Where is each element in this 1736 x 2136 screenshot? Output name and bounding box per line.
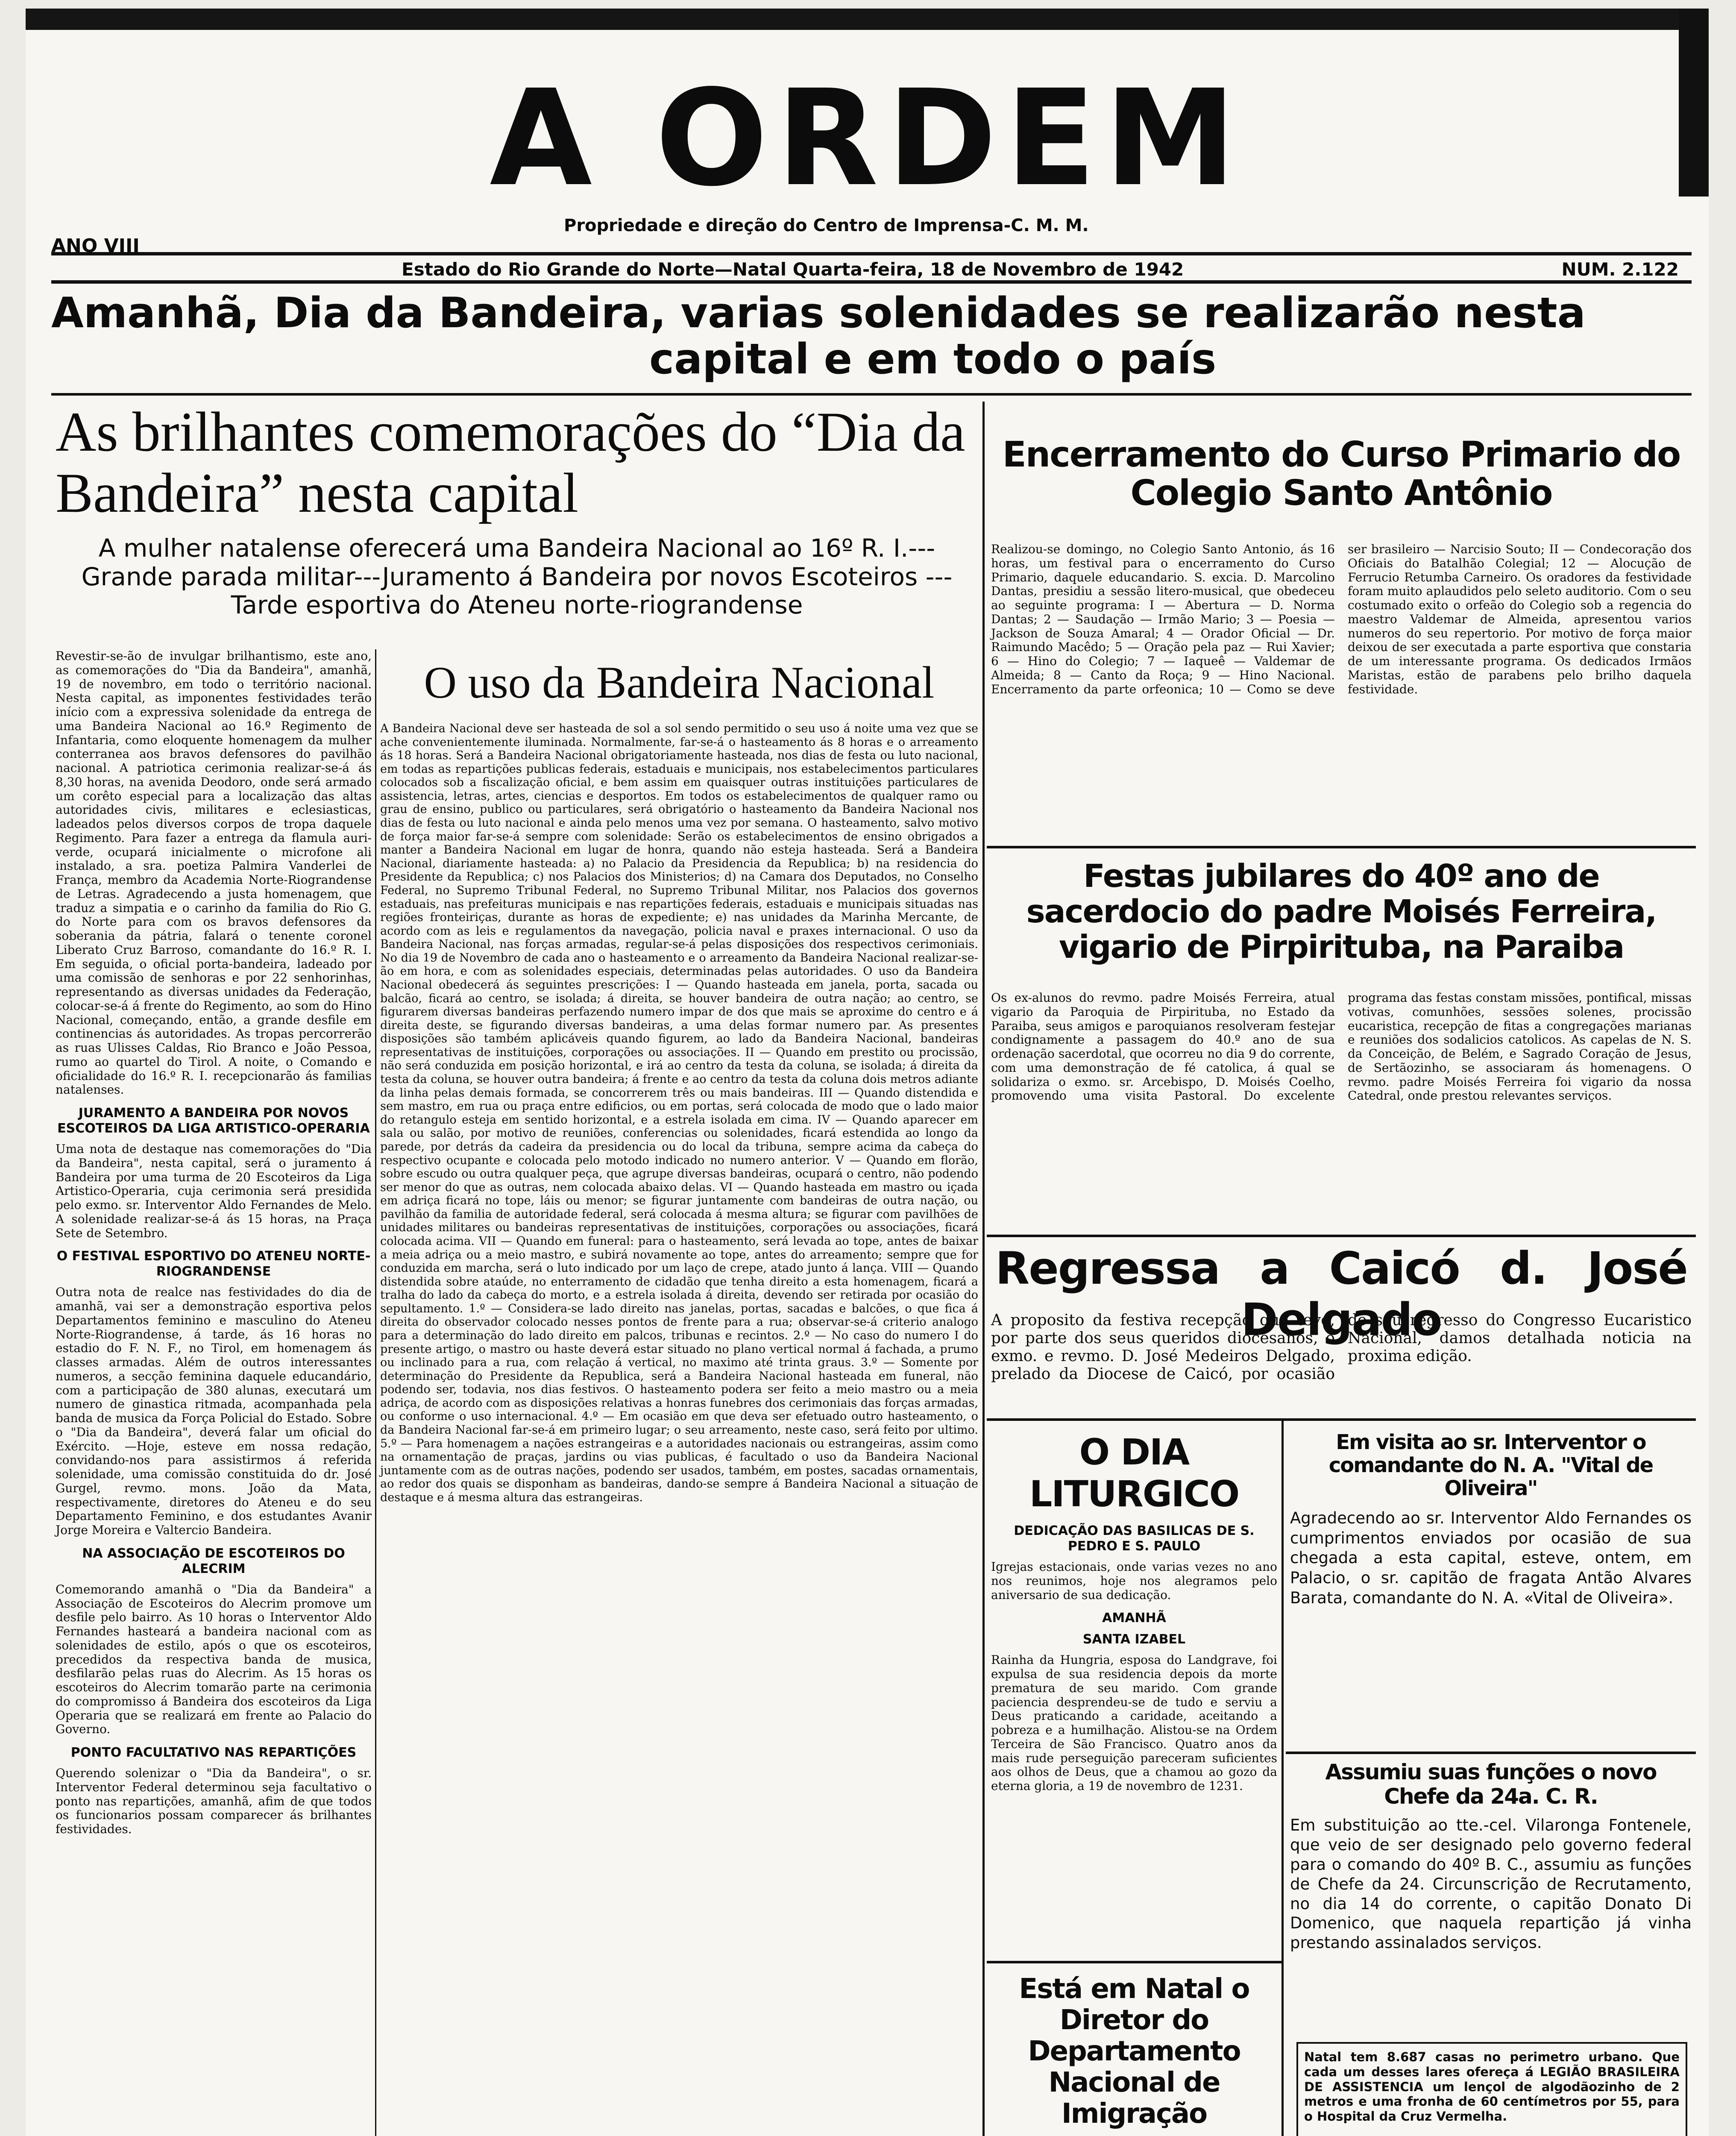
liturgico-title: O DIA LITURGICO [1029,1431,1239,1515]
caico-title-block [991,1242,1692,1346]
uso-title: O uso da Bandeira Nacional [424,657,935,707]
caico-bottom-rule [987,1418,1696,1421]
issue-number: NUM. 2.122 [1561,259,1679,280]
lead-subhead-2-body: Outra nota de realce nas festividades do dia de amanhã, vai ser a demonstração esportiva pelos Departamentos feminino e masculino do Ateneu Norte-Riograndense, á tarde, ás 16 horas no estadio do F. N. F., no Tirol, em homenagem ás classes armadas. Além de outros interessantes numeros, a secção feminina daquele educandário, com a participação de 380 alunas, executará um numero de ginastica ritmada, acompanhada pela banda de musica da Força Policial do Estado. Sobre o "Dia da Bandeira", deverá falar um oficial do Exército. —Hoje, esteve em nossa redação, convidando-nos para assistirmos á referida solenidade, uma comissão constituida do dr. José Gurgel, revmo. mons. João da Mata, respectivamente, diretores do Ateneu e do seu Departamento Feminino, e dos estudantes Avanir Jorge Moreira e Valtercio Bandeira. [56,1285,372,1537]
column-rule-left [375,649,376,2136]
lead-subhead-3-body: Comemorando amanhã o "Dia da Bandeira" a Associação de Escoteiros do Alecrim promove um desfile pelo bairro. As 10 horas o Interventor Aldo Fernandes hasteará a bandeira nacional com as solenidades de estilo, após o que os escoteiros, precedidos da respectiva banda de musica, desfilarão pelas ruas do Alecrim. As 15 horas os escoteiros do Alecrim tomarão parte na cerimonia do compromisso á Bandeira dos escoteiros da Liga Operaria que se realizará em frente ao Palacio do Governo. [56,1582,372,1737]
encerramento-title: Encerramento do Curso Primario do Colegio Santo Antônio [1002,434,1680,514]
caico-body: A proposito da festiva recepção que teve, por parte dos seus queridos diocesanos, o exmo. e revmo. D. José Medeiros Delgado, prelado da Diocese de Caicó, por ocasião do seu regresso do Congresso Eucaristico Nacional, damos detalhada noticia na proxima edição. [991,1312,1692,1383]
top-edge-band [26,9,1709,30]
lead-subtitle-block [56,534,978,649]
diretor-top-rule [987,1961,1281,1963]
festas-title-block [991,859,1692,987]
festas-body-block [991,991,1692,1230]
chefe-body: Em substituição ao tte.-cel. Vilaronga Fontenele, que veio de ser designado pelo governo federal para o comando do 40º B. C., assumiu as funções de Chefe da 24. Circunscrição de Recrutamento, no dia 14 do corrente, o capitão Donato Di Domenico, que naquela repartição já vinha prestando assinalados serviços. [1290,1816,1692,1952]
diretor-title: Está em Natal o Diretor do Departamento Nacional de Imigração [1019,1973,1249,2130]
lead-subhead-4: PONTO FACULTATIVO NAS REPARTIÇÕES [70,1745,357,1760]
headline-line-2: capital e em todo o país [649,334,1217,384]
lead-title: As brilhantes comemorações do “Dia da Bandeira” nesta capital [56,400,965,524]
main-headline [51,290,1692,383]
inner-column-rule [1281,1418,1284,2136]
lead-column-1 [56,649,372,2136]
owner-line: Propriedade e direção do Centro de Imprensa-C. M. M. [564,216,1089,235]
visita-title: Em visita ao sr. Interventor o comandante do N. A. "Vital de Oliveira" [1328,1430,1653,1500]
caico-title: Regressa a Caicó d. José Delgado [995,1242,1687,1346]
legiao-box [1296,2042,1687,2136]
legiao-text: Natal tem 8.687 casas no perimetro urbano. Que cada um desses lares ofereça á LEGIÃO BRASILEIRA DE ASSISTENCIA um lençol de algodãozinho de 2 metros e uma fronha de 60 centímetros por 55, para o Hospital da Cruz Vermelha. [1304,2050,1680,2124]
festas-title: Festas jubilares do 40º ano de sacerdocio do padre Moisés Ferreira, vigario de Pirpirituba, na Paraiba [1026,858,1657,965]
lead-body: Revestir-se-ão de invulgar brilhantismo, este ano, as comemorações do "Dia da Bandeira", amanhã, 19 de novembro, em todo o território nacional. Nesta capital, as imponentes festividades terão início com a expressiva solenidade da entrega de uma Bandeira Nacional ao 16.º Regimento de Infantaria, como eloquente homenagem da mulher conterranea aos bravos defensores do pavilhão nacional. A patriotica cerimonia realizar-se-á ás 8,30 horas, na avenida Deodoro, onde será armado um corêto especial para a localização das altas autoridades civis, militares e eclesiasticas, ladeados pelos diversos corpos de tropa daquele Regimento. Para fazer a entrega da flamula auri-verde, ocupará inicialmente o microfone ali instalado, a sra. poetiza Palmira Vanderlei de França, membro da Academia Norte-Riograndense de Letras. Agradecendo a justa homenagem, que traduz a simpatia e o carinho da familia do Rio G. do Norte para com os bravos defensores da soberania da pátria, falará o tenente coronel Liberato Cruz Barroso, comandante do 16.º R. I. Em seguida, o oficial porta-bandeira, ladeado por uma comissão de senhoras e por 22 senhorinhas, representando as diversas unidades da Federação, colocar-se-á á frente do Regimento, ao som do Hino Nacional, começando, então, a grande desfile em continencias ás autoridades. As tropas percorrerão as ruas Ulisses Caldas, Rio Branco e João Pessoa, rumo ao quartel do Tirol. A noite, o Comando e oficialidade do 16.º R. I. recepcionarão ás familias natalenses. [56,649,372,1097]
dateline-text: Estado do Rio Grande do Norte—Natal Quarta-feira, 18 de Novembro de 1942 [402,259,1184,280]
encerramento-body-block [991,543,1692,842]
chefe-top-rule [1286,1752,1696,1754]
liturgico-santa: SANTA IZABEL [1082,1632,1186,1647]
headline-line-1: Amanhã, Dia da Bandeira, varias solenidades se realizarão nesta [51,289,1586,337]
caico-top-rule [987,1235,1696,1237]
uso-body: A Bandeira Nacional deve ser hasteada de sol a sol sendo permitido o seu uso á noite uma vez que se ache convenientemente iluminada. Normalmente, far-se-á o hasteamento ás 8 horas e o arreamento ás 18 horas. Será a Bandeira Nacional obrigatoriamente hasteada, nos dias de festa ou luto nacional, em todas as repartições publicas federais, estaduais e municipais, nos estabelecimentos particulares colocados sob a fiscalização oficial, e bem assim em quaisquer outras instituições particulares de assistencia, letras, artes, ciencias e desportos. Em todos os estabelecimentos de qualquer ramo ou grau de ensino, publico ou particulares, será obrigatório o hasteamento da Bandeira Nacional nos dias de festa ou luto nacional e ainda pelo menos uma vez por semana. O hasteamento, salvo motivo de força maior far-se-á sempre com solenidade: Serão os estabelecimentos de ensino obrigados a manter a Bandeira Nacional em lugar de honra, quando não esteja hasteada. Será a Bandeira Nacional, diariamente hasteada: a) no Palacio da Presidencia da Republica; b) na residencia do Presidente da Republica; c) nos Palacios dos Ministerios; d) na Camara dos Deputados, no Conselho Federal, no Supremo Tribunal Federal, no Supremo Tribunal Militar, nos Palacios dos governos estaduais, nas prefeituras municipais e nas repartições federais, estaduais e municipais situadas nas regiões fronteiriças, durante as horas de expediente; e) nas unidades da Marinha Mercante, de acordo com as leis e regulamentos da navegação, policia naval e praxes internacional. O uso da Bandeira Nacional, nas forças armadas, regular-se-á pelas disposições dos respectivos cerimoniais. No dia 19 de Novembro de cada ano o hasteamento e o arreamento da Bandeira Nacional realizar-se-ão em hora, e com as solenidades especiais, determinadas pelas autoridades. O uso da Bandeira Nacional obedecerá ás seguintes prescrições: I — Quando hasteada em janela, porta, sacada ou balcão, ficará ao centro, se isolada; á direita, se houver bandeira de outra nação; ao centro, se figurarem diversas bandeiras perfazendo numero impar de dos que mais se aproxime do centro e á direita deste, se figurando diversas bandeiras, a uma delas formar numero par. As presentes disposições são também aplicáveis quando figurem, ao lado da Bandeira Nacional, bandeiras representativas de instituições, corporações ou associações. II — Quando em prestito ou procissão, não será conduzida em posição horizontal, e irá ao centro da testa da coluna, se isolada; á direita da testa da coluna, se houver outra bandeira; á frente e ao centro da testa da coluna dois metros adiante da linha pelas demais formada, se concorrerem três ou mais bandeiras. III — Quando distendida e sem mastro, em rua ou praça entre edificios, ou em portas, será colocada de modo que o lado maior do retangulo esteja em sentido horizontal, e a estrela isolada em cima. IV — Quando aparecer em sala ou salão, por motivo de reuniões, conferencias ou solenidades, ficará estendida ao longo da parede, por detrás da cadeira da presidencia ou do local da tribuna, sempre acima da cabeça do respectivo ocupante e colocada pelo motodo indicado no numero anterior. V — Quando em florão, sobre escudo ou outra qualquer peça, que agrupe diversas bandeiras, ocupará o centro, não podendo ser menor do que as outras, nem colocada abaixo delas. VI — Quando hasteada em mastro ou içada em adriça ficará no tope, láis ou menor; se figurar juntamente com bandeiras de outra nação, ou pavilhão da familia de autoridade federal, será colocada á mesma altura; se figurar com pavilhões de unidades militares ou bandeiras representativas de instituições, corporações ou associações, ficará colocada acima. VII — Quando em funeral: para o hasteamento, será levada ao tope, antes de baixar a meia adriça ou a meio mastro, e subirá novamente ao tope, antes do arreamento; sempre que for conduzida em marcha, será o luto indicado por um laço de crepe, atado junto á lança. VIII — Quando distendida sobre ataúde, no enterramento de cidadão que tenha direito a esta homenagem, ficará a tralha do lado da cabeça do morto, e a estrela isolada á direita, devendo ser retirada por ocasião do sepultamento. 1.º — Considera-se lado direito nas janelas, portas, sacadas e balcões, o que fica á direita do observador colocado nesses pontos de frente para a rua; observar-se-á criterio analogo para a determinação do lado direito em palcos, tribunas e recintos. 2.º — No caso do numero I do presente artigo, o mastro ou haste deverá estar situado no plano vertical normal á fachada, a prumo ou inclinado para a rua, com relação á vertical, no maximo até trinta graus. 3.º — Somente por determinação do Presidente da Republica, será a Bandeira Nacional hasteada em funeral, não podendo ser, todavia, nos dias festivos. O hasteamento podera ser feito a meio mastro ou a meia adriça, de acordo com as disposições relativas a honras funebres dos cerimoniais das forças armadas, ou conforme o uso internacional. 4.º — Em ocasião em que deva ser efetuado outro hasteamento, o da Bandeira Nacional far-se-á em primeiro lugar; o seu arreamento, neste caso, será feito por ultimo. 5.º — Para homenagem a nações estrangeiras e a autoridades nacionais ou estrangeiras, assim como na ornamentação de praças, jardins ou vias publicas, é facultado o uso da Bandeira Nacional juntamente com as de outras nações, podendo ser usados, também, em postes, sacadas ornamentais, ao redor dos quais se disponham as bandeiras, dando-se sempre á Bandeira Nacional a situação de destaque e á mesma altura das estrangeiras. [380,722,978,1504]
liturgico-amanha: AMANHÃ [1102,1611,1166,1626]
liturgico-dedicacao: DEDICAÇÃO DAS BASILICAS DE S. PEDRO E S. PAULO [1014,1523,1255,1554]
encerramento-body: Realizou-se domingo, no Colegio Santo Antonio, ás 16 horas, um festival para o encerramento do Curso Primario, daquele educandario. S. excia. D. Marcolino Dantas, presidiu a sessão litero-musical, que obedeceu ao seguinte programa: I — Abertura — D. Norma Dantas; 2 — Saudação — Irmão Mario; 3 — Poesia — Jackson de Souza Amaral; 4 — Orador Oficial — Dr. Raimundo Macêdo; 5 — Oração pela paz — Rui Xavier; 6 — Hino do Colegio; 7 — Iaqueê — Valdemar de Almeida; 8 — Canto da Roça; 9 — Hino Nacional. Encerramento da parte orfeonica; 10 — Como se deve ser brasileiro — Narcisio Souto; II — Condecoração dos Oficiais do Batalhão Colegial; 12 — Alocução de Ferrucio Retumba Carneiro. Os oradores da festividade foram muito aplaudidos pelo seleto auditorio. Com o seu costumado exito o orfeão do Colegio sob a regencia do maestro Valdemar de Almeida, apresentou varios numeros do seu repertorio. Por motivo de força maior deixou de ser executada a parte esportiva que constaria de um interessante programa. Os dedicados Irmãos Maristas, estão de parabens pelo brilho daquela festividade. [991,542,1692,696]
uso-title-block [380,658,978,718]
visita-body: Agradecendo ao sr. Interventor Aldo Fernandes os cumprimentos enviados por ocasião de sua chegada a esta capital, esteve, ontem, em Palacio, o sr. capitão de fragata Antão Alvares Barata, comandante do N. A. «Vital de Oliveira». [1290,1509,1692,1607]
diretor-block [991,1974,1277,2136]
festas-body: Os ex-alunos do revmo. padre Moisés Ferreira, atual vigario da Paroquia de Pirpirituba, no Estado da Paraiba, seus amigos e paroquianos resolveram festejar condignamente a passagem do 40.º ano de sua ordenação sacerdotal, que ocorreu no dia 9 do corrente, com uma demonstração de fé catolica, á qual se solidariza o exmo. sr. Arcebispo, D. Moisés Coelho, promovendo uma visita Pastoral. Do excelente programa das festas constam missões, pontifical, missas votivas, comunhões, sessões solenes, procissão eucaristica, recepção de fitas a congregações marianas e reuniões dos sodalicios catolicos. As capelas de N. S. da Conceição, de Belém, e Sagrado Coração de Jesus, de Sertãozinho, se associaram ás homenagens. O revmo. padre Moisés Ferreira foi vigario da nossa Catedral, onde prestou relevantes serviços. [991,991,1692,1103]
chefe-title: Assumiu suas funções o novo Chefe da 24a. C. R. [1325,1760,1657,1809]
headline-rule [51,393,1692,396]
visita-block [1290,1431,1692,1739]
liturgico-body1: Igrejas estacionais, onde varias vezes no ano nos reunimos, hoje nos alegramos pelo aniversario de sua dedicação. [991,1560,1277,1602]
lead-subhead-1: JURAMENTO A BANDEIRA POR NOVOS ESCOTEIROS DA LIGA ARTISTICO-OPERARIA [57,1106,370,1136]
newspaper-page [26,9,1709,2136]
festas-top-rule [987,846,1696,848]
lead-title-block [56,402,978,530]
encerramento-title-block [991,436,1692,547]
dateline-bar [51,252,1692,284]
chefe-block [1290,1760,1692,2033]
liturgico-body2: Rainha da Hungria, esposa do Landgrave, foi expulsa de sua residencia depois da morte prematura de seu marido. Com grande paciencia desprendeu-se de tudo e serviu a Deus praticando a caridade, aceitando a pobreza e a humilhação. Alistou-se na Ordem Terceira de São Francisco. Quatro anos da mais rude perseguição pareceram suficientes aos olhos de Deus, que a chamou ao gozo da eterna gloria, a 19 de novembro de 1231. [991,1653,1277,1793]
uso-body-block [380,722,978,2136]
lead-subhead-3: NA ASSOCIAÇÃO DE ESCOTEIROS DO ALECRIM [82,1546,345,1576]
lead-subhead-1-body: Uma nota de destaque nas comemorações do "Dia da Bandeira", nesta capital, será o juramento á Bandeira por uma turma de 20 Escoteiros da Liga Artistico-Operaria, cuja cerimonia será presidida pelo exmo. sr. Interventor Aldo Fernandes de Melo. A solenidade realizar-se-á ás 15 horas, na Praça Sete de Setembro. [56,1142,372,1240]
lead-subhead-4-body: Querendo solenizar o "Dia da Bandeira", o sr. Interventor Federal determinou seja facultativo o ponto nas repartições, amanhã, afim de que todos os funcionarios possam comparecer ás brilhantes festividades. [56,1766,372,1836]
year-label: ANO VIII [51,235,140,257]
column-rule-right [982,402,985,2136]
lead-subtitle: A mulher natalense oferecerá uma Bandeira Nacional ao 16º R. I.---Grande parada militar---Juramento á Bandeira por novos Escoteiros ---Tarde esportiva do Ateneu norte-riograndense [81,534,953,620]
masthead-title: A ORDEM [490,62,1245,216]
lead-subhead-2: O FESTIVAL ESPORTIVO DO ATENEU NORTE-RIOGRANDENSE [56,1249,371,1279]
